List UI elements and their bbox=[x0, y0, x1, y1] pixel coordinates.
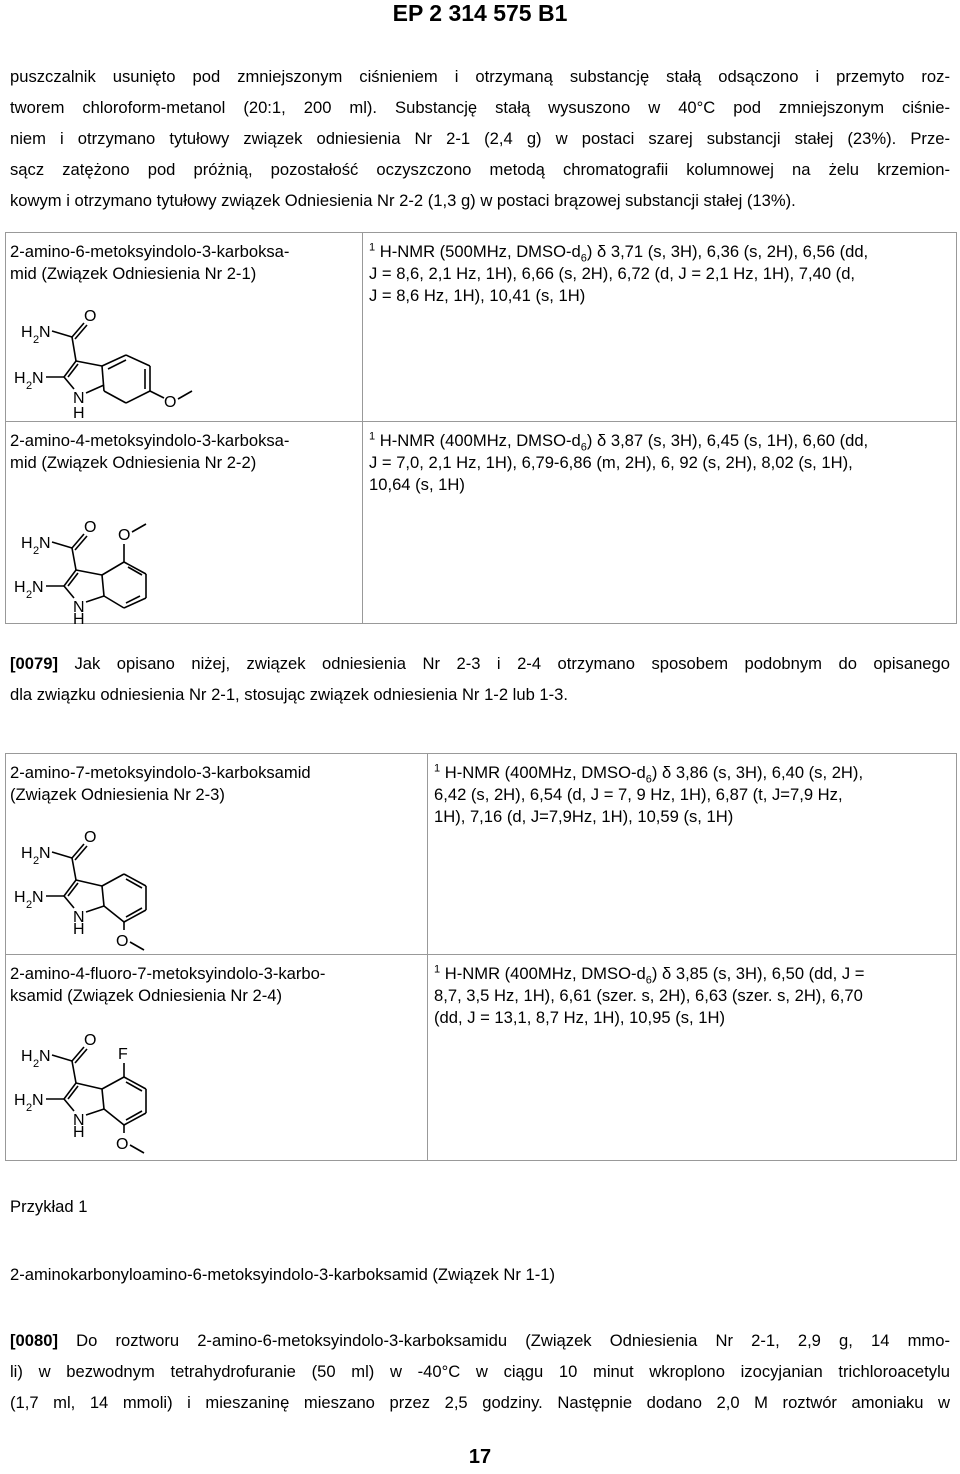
svg-text:O: O bbox=[84, 519, 97, 536]
svg-text:H: H bbox=[21, 1048, 33, 1065]
svg-text:H: H bbox=[14, 579, 26, 596]
text-line: [0079] Jak opisano niżej, związek odniesienia Nr 2-3 i 2-4 otrzymano sposobem podobnym do opisanego bbox=[10, 654, 950, 673]
svg-text:H: H bbox=[21, 324, 33, 341]
paragraph-0079 bbox=[10, 648, 950, 710]
nmr-data: $^1$ H-NMR (400MHz, DMSO-$d_6$) δ 3,86 (s, 3H), 6,40 (s, 2H), 6,42 (s, 2H), 6,54 (d, J = 7, 9 Hz, 1H), 6,87 (t, J=7,9 Hz, 1H), 7,16 (d, J=7,9Hz, 1H), 10,59 (s, 1H) bbox=[434, 762, 864, 826]
svg-text:N: N bbox=[32, 579, 44, 596]
compound-table-2 bbox=[5, 753, 957, 1161]
svg-text:H: H bbox=[73, 921, 85, 938]
page-number: 17 bbox=[468, 1446, 492, 1468]
svg-text:2: 2 bbox=[26, 1102, 33, 1114]
text-line: niem i otrzymano tytułowy związek odniesienia Nr 2-1 (2,4 g) w postaci szarej substancji stałej (23%). Prze- bbox=[10, 129, 950, 148]
svg-text:2: 2 bbox=[33, 545, 40, 557]
svg-text:N: N bbox=[32, 889, 44, 906]
svg-text:H: H bbox=[14, 370, 26, 387]
nmr-cell bbox=[428, 955, 956, 1160]
svg-text:O: O bbox=[84, 1032, 97, 1049]
compound-cell bbox=[6, 754, 428, 954]
svg-text:H: H bbox=[73, 611, 85, 624]
svg-text:N: N bbox=[73, 909, 85, 926]
table-row-compound-2-3 bbox=[6, 754, 956, 954]
svg-text:N: N bbox=[39, 845, 51, 862]
nmr-data: $^1$ H-NMR (400MHz, DMSO-$d_6$) δ 3,87 (s, 3H), 6,45 (s, 1H), 6,60 (dd, J = 7,0, 2,1 Hz, 1H), 6,79-6,86 (m, 2H), 6, 92 (s, 2H), 8,02 (s, 1H), 10,64 (s, 1H) bbox=[369, 430, 869, 494]
svg-text:O: O bbox=[164, 394, 177, 411]
text-line: sącz zatężono pod próżnią, pozostałość oczyszczono metodą chromatografii kolumnowej na żelu krzemion- bbox=[10, 160, 950, 179]
svg-text:2: 2 bbox=[26, 899, 33, 911]
compound-cell bbox=[6, 422, 363, 623]
svg-text:N: N bbox=[39, 535, 51, 552]
svg-text:H: H bbox=[14, 889, 26, 906]
svg-text:O: O bbox=[84, 308, 97, 325]
compound-table-1 bbox=[5, 232, 957, 624]
structure-drawing-2-1 bbox=[6, 303, 206, 421]
svg-text:O: O bbox=[116, 1136, 129, 1153]
svg-text:O: O bbox=[84, 829, 97, 846]
svg-text:O: O bbox=[118, 527, 131, 544]
text-line: (1,7 ml, 14 mmoli) i mieszaninę mieszano przez 2,5 godziny. Następnie dodano 2,0 M roztwór amoniaku w bbox=[10, 1393, 950, 1412]
svg-text:2: 2 bbox=[33, 1058, 40, 1070]
compound-name: 2-amino-4-metoksyindolo-3-karboksa- mid (Związek Odniesienia Nr 2-2) bbox=[10, 431, 290, 472]
structure-drawing-2-3 bbox=[6, 824, 206, 952]
svg-text:H: H bbox=[14, 1092, 26, 1109]
compound-heading: 2-aminokarbonyloamino-6-metoksyindolo-3-karboksamid (Związek Nr 1-1) bbox=[10, 1265, 556, 1284]
compound-cell bbox=[6, 955, 428, 1160]
svg-text:2: 2 bbox=[33, 334, 40, 346]
svg-text:O: O bbox=[116, 933, 129, 950]
document-header: EP 2 314 575 B1 bbox=[392, 0, 568, 26]
compound-cell bbox=[6, 233, 363, 421]
svg-text:2: 2 bbox=[26, 380, 33, 392]
table-row-compound-2-1 bbox=[6, 233, 956, 421]
nmr-cell bbox=[363, 422, 956, 623]
svg-text:N: N bbox=[73, 1112, 85, 1129]
svg-text:F: F bbox=[118, 1046, 128, 1063]
text-line: puszczalnik usunięto pod zmniejszonym ciśnieniem i otrzymaną substancję stałą odsączono i przemyto roz- bbox=[10, 67, 950, 86]
svg-text:2: 2 bbox=[33, 855, 40, 867]
nmr-data: $^1$ H-NMR (400MHz, DMSO-$d_6$) δ 3,85 (s, 3H), 6,50 (dd, J = 8,7, 3,5 Hz, 1H), 6,61 (szer. s, 2H), 6,63 (szer. s, 2H), 6,70 (dd, J = 13,1, 8,7 Hz, 1H), 10,95 (s, 1H) bbox=[434, 963, 865, 1027]
svg-text:N: N bbox=[73, 390, 85, 407]
svg-text:N: N bbox=[39, 1048, 51, 1065]
svg-text:N: N bbox=[39, 324, 51, 341]
svg-text:H: H bbox=[21, 535, 33, 552]
svg-text:H: H bbox=[73, 1124, 85, 1141]
text-line: tworem chloroform-metanol (20:1, 200 ml). Substancję stałą wysuszono w 40°C pod zmniejszonym ciśnie- bbox=[10, 98, 950, 117]
text-line: [0080] Do roztworu 2-amino-6-metoksyindolo-3-karboksamidu (Związek Odniesienia Nr 2-1, 2,9 g, 14 mmo- bbox=[10, 1331, 950, 1350]
svg-text:N: N bbox=[32, 1092, 44, 1109]
paragraph-0080 bbox=[10, 1325, 950, 1418]
compound-name: 2-amino-7-metoksyindolo-3-karboksamid (Związek Odniesienia Nr 2-3) bbox=[10, 763, 311, 804]
svg-text:H: H bbox=[73, 405, 85, 421]
structure-drawing-2-2 bbox=[6, 500, 206, 624]
nmr-cell bbox=[363, 233, 956, 421]
svg-text:2: 2 bbox=[26, 589, 33, 601]
compound-name: 2-amino-4-fluoro-7-metoksyindolo-3-karbo- ksamid (Związek Odniesienia Nr 2-4) bbox=[10, 964, 326, 1005]
compound-name: 2-amino-6-metoksyindolo-3-karboksa- mid (Związek Odniesienia Nr 2-1) bbox=[10, 242, 290, 283]
nmr-cell bbox=[428, 754, 956, 954]
paragraph-ref: [0080] bbox=[10, 1331, 58, 1350]
text-line: li) w bezwodnym tetrahydrofuranie (50 ml) w -40°C w ciągu 10 minut wkroplono izocyjanian trichloroacetylu bbox=[10, 1362, 950, 1381]
nmr-data: $^1$ H-NMR (500MHz, DMSO-$d_6$) δ 3,71 (s, 3H), 6,36 (s, 2H), 6,56 (dd, J = 8,6, 2,1 Hz, 1H), 6,66 (s, 2H), 6,72 (d, J = 2,1 Hz, 1H), 7,40 (d, J = 8,6 Hz, 1H), 10,41 (s, 1H) bbox=[369, 241, 869, 305]
paragraph-ref: [0079] bbox=[10, 654, 58, 673]
text-line: kowym i otrzymano tytułowy związek Odniesienia Nr 2-2 (1,3 g) w postaci brązowej substancji stałej (13%). bbox=[10, 191, 796, 210]
example-heading: Przykład 1 bbox=[10, 1197, 88, 1216]
table-row-compound-2-4 bbox=[6, 954, 956, 1160]
structure-drawing-2-4 bbox=[6, 1031, 206, 1159]
paragraph-intro bbox=[10, 61, 950, 216]
svg-text:N: N bbox=[73, 599, 85, 616]
table-row-compound-2-2 bbox=[6, 421, 956, 623]
text-line: dla związku odniesienia Nr 2-1, stosując związek odniesienia Nr 1-2 lub 1-3. bbox=[10, 685, 569, 704]
svg-text:H: H bbox=[21, 845, 33, 862]
svg-text:N: N bbox=[32, 370, 44, 387]
